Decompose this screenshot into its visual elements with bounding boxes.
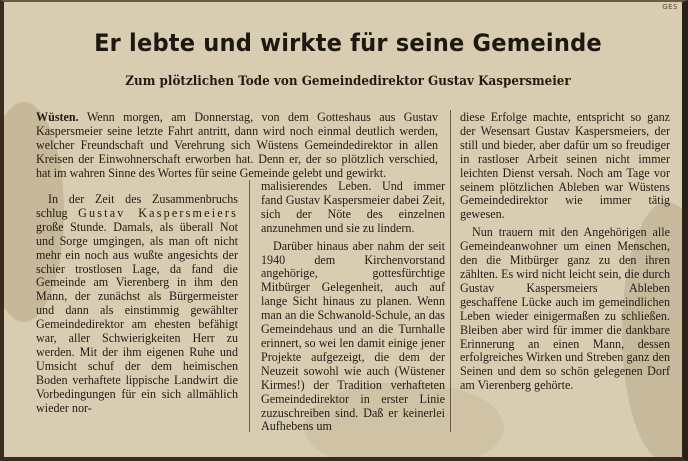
subtitle: Zum plötzlichen Tode von Gemeindedirektor Gustav Kaspersmeier <box>125 74 571 89</box>
column-divider <box>450 110 451 432</box>
column2-paragraph-1: malisierendes Leben. Und immer fand Gustav Kaspersmeier dabei Zeit, sich der Nöte des einzelnen anzunehmen und sie zu lindern. <box>261 179 445 235</box>
article-column-1 <box>36 193 238 416</box>
column2-paragraph-2: Darüber hinaus aber nahm der seit 1940 dem Kirchenvorstand angehörige, gottesfürchtige Mitbürger Gelegenheit, auch auf lange Sicht hinaus zu planen. Wenn man an die Schwanold-Schule, an das Gemeindehaus und an die Turnhalle erinnert, so wei len damit einige jener Projekte aufgezeigt, die dem der Neuzeit sowohl wie auch (Wüstener Kirmes!) der Tradition verhafteten Gemeindedirektor in erster Linie zuzuschreiben sind. Daß er keinerlei Aufhebens um <box>261 238 445 434</box>
lead-text: Wenn morgen, am Donnerstag, von dem Gotteshaus aus Gustav Kaspersmeier seine letzte Fahrt antritt, dann wird noch einmal deutlich werden, welcher Freundschaft und Verehrung sich Wüstens Gemeindedirektor in allen Kreisen der Einwohnerschaft erworben hat. Denn er, der so plötzlich verschied, hat im wahren Sinne des Wortes für seine Gemeinde gelebt und gewirkt. <box>36 110 438 180</box>
headline: Er lebte und wirkte für seine Gemeinde <box>94 29 602 57</box>
column3-paragraph-1: diese Erfolge machte, entspricht so ganz der Wesensart Gustav Kaspersmeiers, der still und bieder, aber dafür um so freudiger in rastloser Arbeit seinen nicht immer leichten Dienst versah. Noch am Tage vor seinem plötzlichen Ableben war Wüstens Gemeindedirektor wie immer tätig gewesen. <box>460 110 670 222</box>
column-divider <box>249 180 250 432</box>
column1-paragraph: In der Zeit des Zusammenbruchs schlug Gustav Kaspersmeiers große Stunde. Damals, als überall Not und Sorge umgingen, als man oft nicht mehr ein noch aus wußte angesichts der schier trostlosen Lage, da fand die Gemeinde am Vierenberg in ihm den Mann, der zunächst als Bürgermeister und dann als einstimmig gewählter Gemeindedirektor am ehesten befähigt war, aller Schwierigkeiten Herr zu werden. Mit der ihm eigenen Ruhe und Umsicht schuf der dem heimischen Boden verhaftete lippische Landwirt die Vorbedingungen für ein sich allmählich wieder nor- <box>36 192 238 415</box>
column3-paragraph-2: Nun trauern mit den Angehörigen alle Gemeindeanwohner um einen Menschen, den die Mitbürger ganz zu den ihren zählten. Es wird nicht leicht sein, die durch Gustav Kaspersmeiers Ableben geschaffene Lücke auch im gemeindlichen Leben wieder einigermaßen zu schließen. Bleiben aber wird für immer die dankbare Erinnerung an einen Mann, dessen erfolgreiches Wirken und Streben ganz den Seinen und dem so schön gelegenen Dorf am Vierenberg gehörte. <box>460 225 670 393</box>
spaced-name: Gustav Kaspersmeiers <box>78 205 238 220</box>
article-column-2 <box>261 180 445 434</box>
dateline-location: Wüsten. <box>36 110 79 124</box>
lead-paragraph <box>36 111 438 181</box>
corner-fragment-text: GES <box>662 3 678 11</box>
article-column-3 <box>460 111 670 393</box>
